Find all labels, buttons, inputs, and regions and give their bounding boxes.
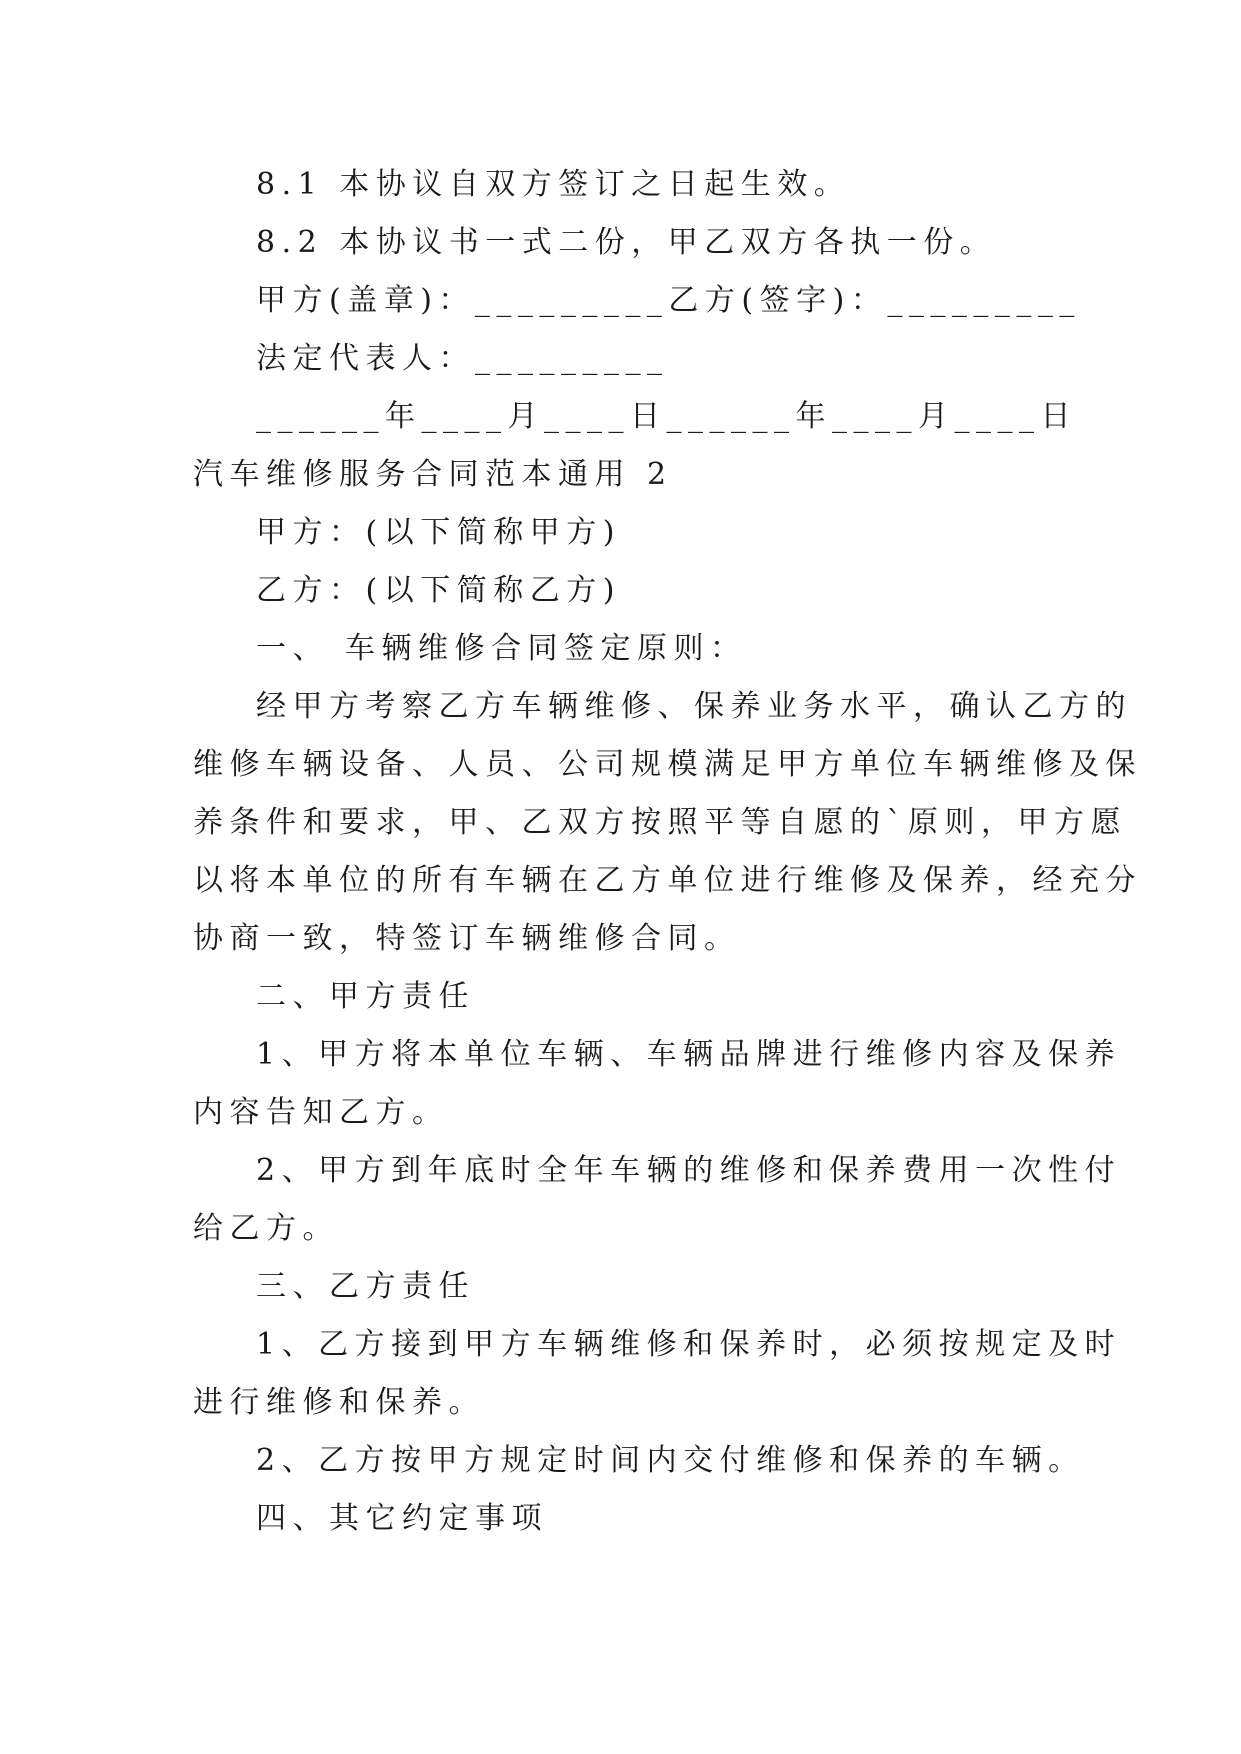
signature-line-legal-rep: 法定代表人：_________: [256, 341, 669, 376]
section-1-para-line-1: 经甲方考察乙方车辆维修、保养业务水平，确认乙方的: [256, 689, 1132, 724]
party-a-line: 甲方：(以下简称甲方): [256, 515, 621, 550]
section-1-heading: 一、 车辆维修合同签定原则：: [256, 631, 747, 666]
section-3-heading: 三、乙方责任: [256, 1269, 475, 1304]
section-2-item-1-line-1: 1、甲方将本单位车辆、车辆品牌进行维修内容及保养: [256, 1037, 1122, 1072]
section-2-item-2-line-1: 2、甲方到年底时全年车辆的维修和保养费用一次性付: [256, 1153, 1122, 1188]
section-1-para-line-5: 协商一致，特签订车辆维修合同。: [193, 921, 741, 956]
section-2-heading: 二、甲方责任: [256, 979, 475, 1014]
section-1-para-line-4: 以将本单位的所有车辆在乙方单位进行维修及保养，经充分: [193, 863, 1142, 898]
contract-title: 汽车维修服务合同范本通用 2: [193, 457, 673, 492]
signature-line-parties: 甲方(盖章)：_________乙方(签字)：_________: [256, 283, 1081, 318]
date-line: ______年____月____日______年____月____日: [256, 399, 1077, 434]
section-1-para-line-2: 维修车辆设备、人员、公司规模满足甲方单位车辆维修及保: [193, 747, 1142, 782]
clause-8-1: 8.1 本协议自双方签订之日起生效。: [256, 167, 851, 202]
section-2-item-2-line-2: 给乙方。: [193, 1211, 339, 1246]
party-b-line: 乙方：(以下简称乙方): [256, 573, 621, 608]
section-4-heading: 四、其它约定事项: [256, 1501, 548, 1536]
section-3-item-1-line-2: 进行维修和保养。: [193, 1385, 485, 1420]
section-2-item-1-line-2: 内容告知乙方。: [193, 1095, 449, 1130]
section-3-item-1-line-1: 1、乙方接到甲方车辆维修和保养时，必须按规定及时: [256, 1327, 1122, 1362]
section-3-item-2: 2、乙方按甲方规定时间内交付维修和保养的车辆。: [256, 1443, 1085, 1478]
clause-8-2: 8.2 本协议书一式二份，甲乙双方各执一份。: [256, 225, 997, 260]
section-1-para-line-3: 养条件和要求，甲、乙双方按照平等自愿的`原则，甲方愿: [193, 805, 1127, 840]
